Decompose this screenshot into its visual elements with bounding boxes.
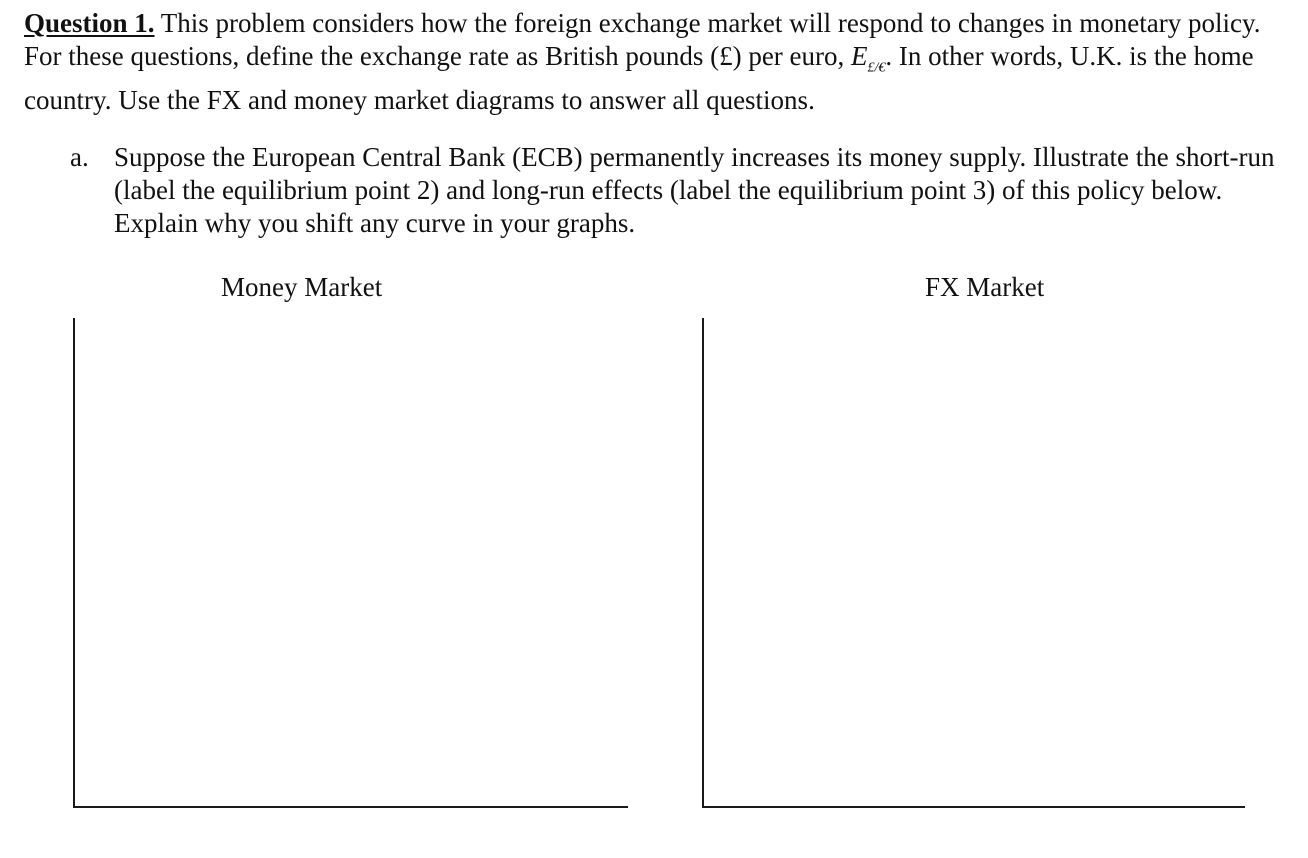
intro-text-end: . In other words, U.K. is the home country. Use the FX and money market diagrams to answer all questions. [24,41,1254,116]
question-label: Question 1. [24,8,155,38]
money-market-title: Money Market [221,272,383,302]
intro-text-start: This problem considers how the foreign exchange market will respond to changes in monetary policy. For these questions, define the exchange rate as British pounds (£) per euro, [24,8,1261,71]
fx-market-y-axis [702,318,704,808]
exchange-rate-subscript: £/€ [867,60,886,76]
fx-market-x-axis [702,806,1245,808]
money-market-x-axis [73,806,628,808]
question-intro [24,7,1294,117]
part-a [70,141,1280,240]
exchange-rate-symbol: E [851,41,868,71]
fx-market-title: FX Market [925,272,1045,302]
money-market-y-axis [73,318,75,808]
part-a-text: Suppose the European Central Bank (ECB) permanently increases its money supply. Illustrate the short-run (label the equilibrium point 2) and long-run effects (label the equilibrium point 3) of this policy below. Explain why you shift any curve in your graphs. [114,142,1275,238]
part-a-letter: a. [70,142,89,172]
